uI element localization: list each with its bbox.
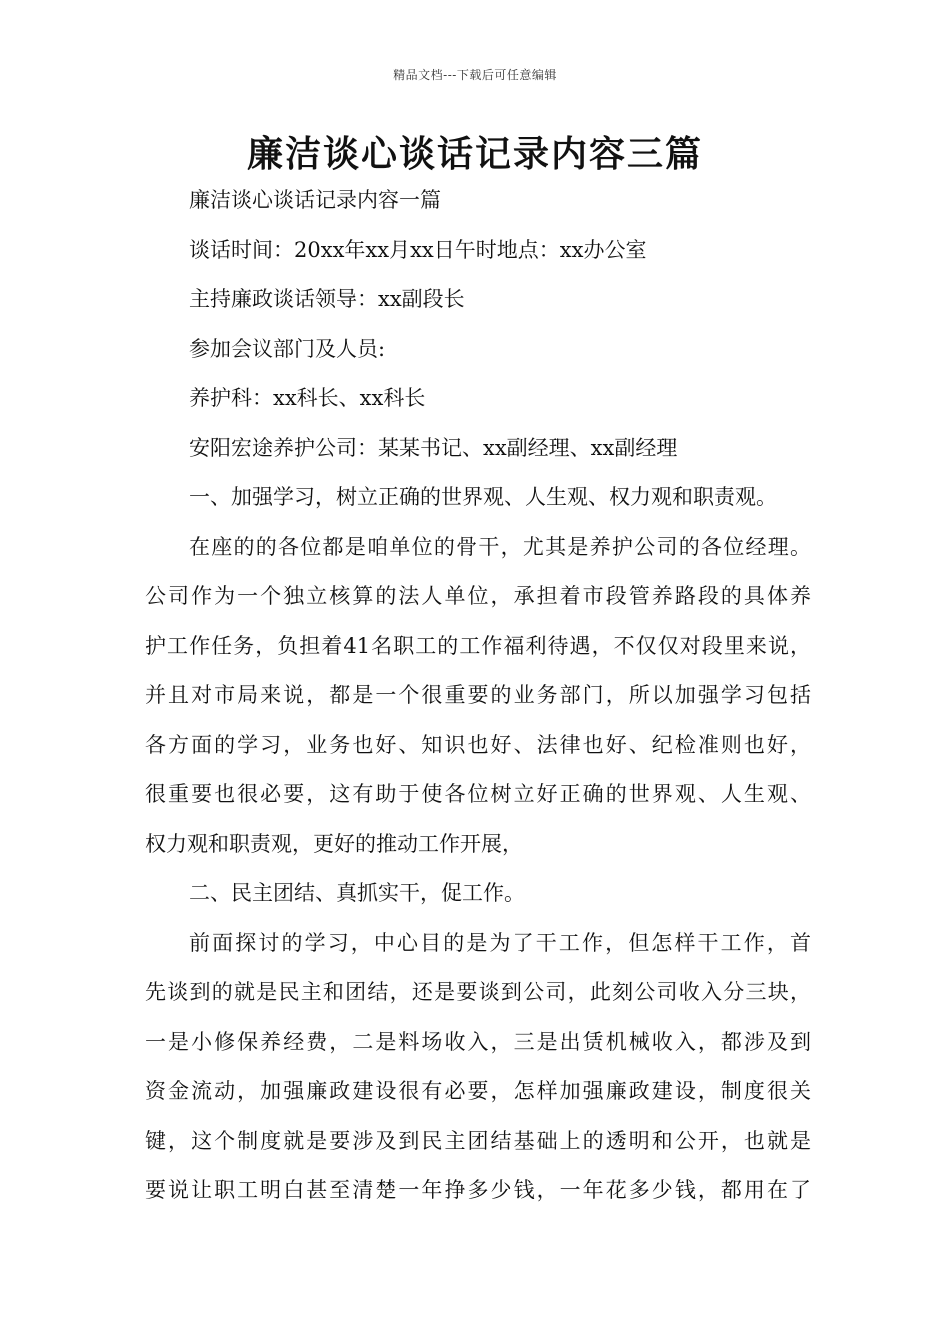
- document-body: [145, 176, 811, 1216]
- paragraph-line: 主持廉政谈话领导：xx副段长: [189, 287, 465, 311]
- paragraph-line: 各方面的学习，业务也好、知识也好、法律也好、纪检准则也好，: [145, 732, 811, 757]
- section-heading: 廉洁谈心谈话记录内容一篇: [189, 188, 441, 212]
- paragraph-line: 要说让职工明白甚至清楚一年挣多少钱，一年花多少钱，都用在了: [145, 1178, 811, 1202]
- paragraph-line: 护工作任务，负担着41名职工的工作福利待遇，不仅仅对段里来说，: [145, 633, 811, 658]
- header-note: 精品文档---下载后可任意编辑: [393, 68, 557, 82]
- paragraph-line: 养护科：xx科长、xx科长: [189, 386, 426, 410]
- paragraph-line: 资金流动，加强廉政建设很有必要，怎样加强廉政建设，制度很关: [145, 1079, 811, 1103]
- paragraph-line: 在座的的各位都是咱单位的骨干，尤其是养护公司的各位经理。: [189, 534, 811, 559]
- paragraph-line: 安阳宏途养护公司：某某书记、xx副经理、xx副经理: [189, 435, 678, 460]
- paragraph-line: 键，这个制度就是要涉及到民主团结基础上的透明和公开，也就是: [145, 1128, 811, 1153]
- paragraph-line: 权力观和职责观，更好的推动工作开展，: [145, 831, 523, 856]
- paragraph-line: 并且对市局来说，都是一个很重要的业务部门，所以加强学习包括: [145, 683, 811, 707]
- paragraph-line: 参加会议部门及人员:: [189, 336, 386, 361]
- document-title: 廉洁谈心谈话记录内容三篇: [246, 133, 703, 175]
- paragraph-line: 公司作为一个独立核算的法人单位，承担着市段管养路段的具体养: [145, 584, 811, 608]
- paragraph-line: 谈话时间：20xx年xx月xx日午时地点：xx办公室: [189, 237, 647, 262]
- paragraph-line: 很重要也很必要，这有助于使各位树立好正确的世界观、人生观、: [145, 782, 811, 806]
- paragraph-line: 一是小修保养经费，二是料场收入，三是出赁机械收入，都涉及到: [145, 1029, 811, 1054]
- section-heading: 一、加强学习，树立正确的世界观、人生观、权力观和职责观。: [189, 485, 777, 509]
- paragraph-line: 先谈到的就是民主和团结，还是要谈到公司，此刻公司收入分三块，: [145, 980, 811, 1004]
- paragraph-line: 前面探讨的学习，中心目的是为了干工作，但怎样干工作，首: [189, 930, 811, 955]
- section-heading: 二、民主团结、真抓实干，促工作。: [189, 881, 525, 905]
